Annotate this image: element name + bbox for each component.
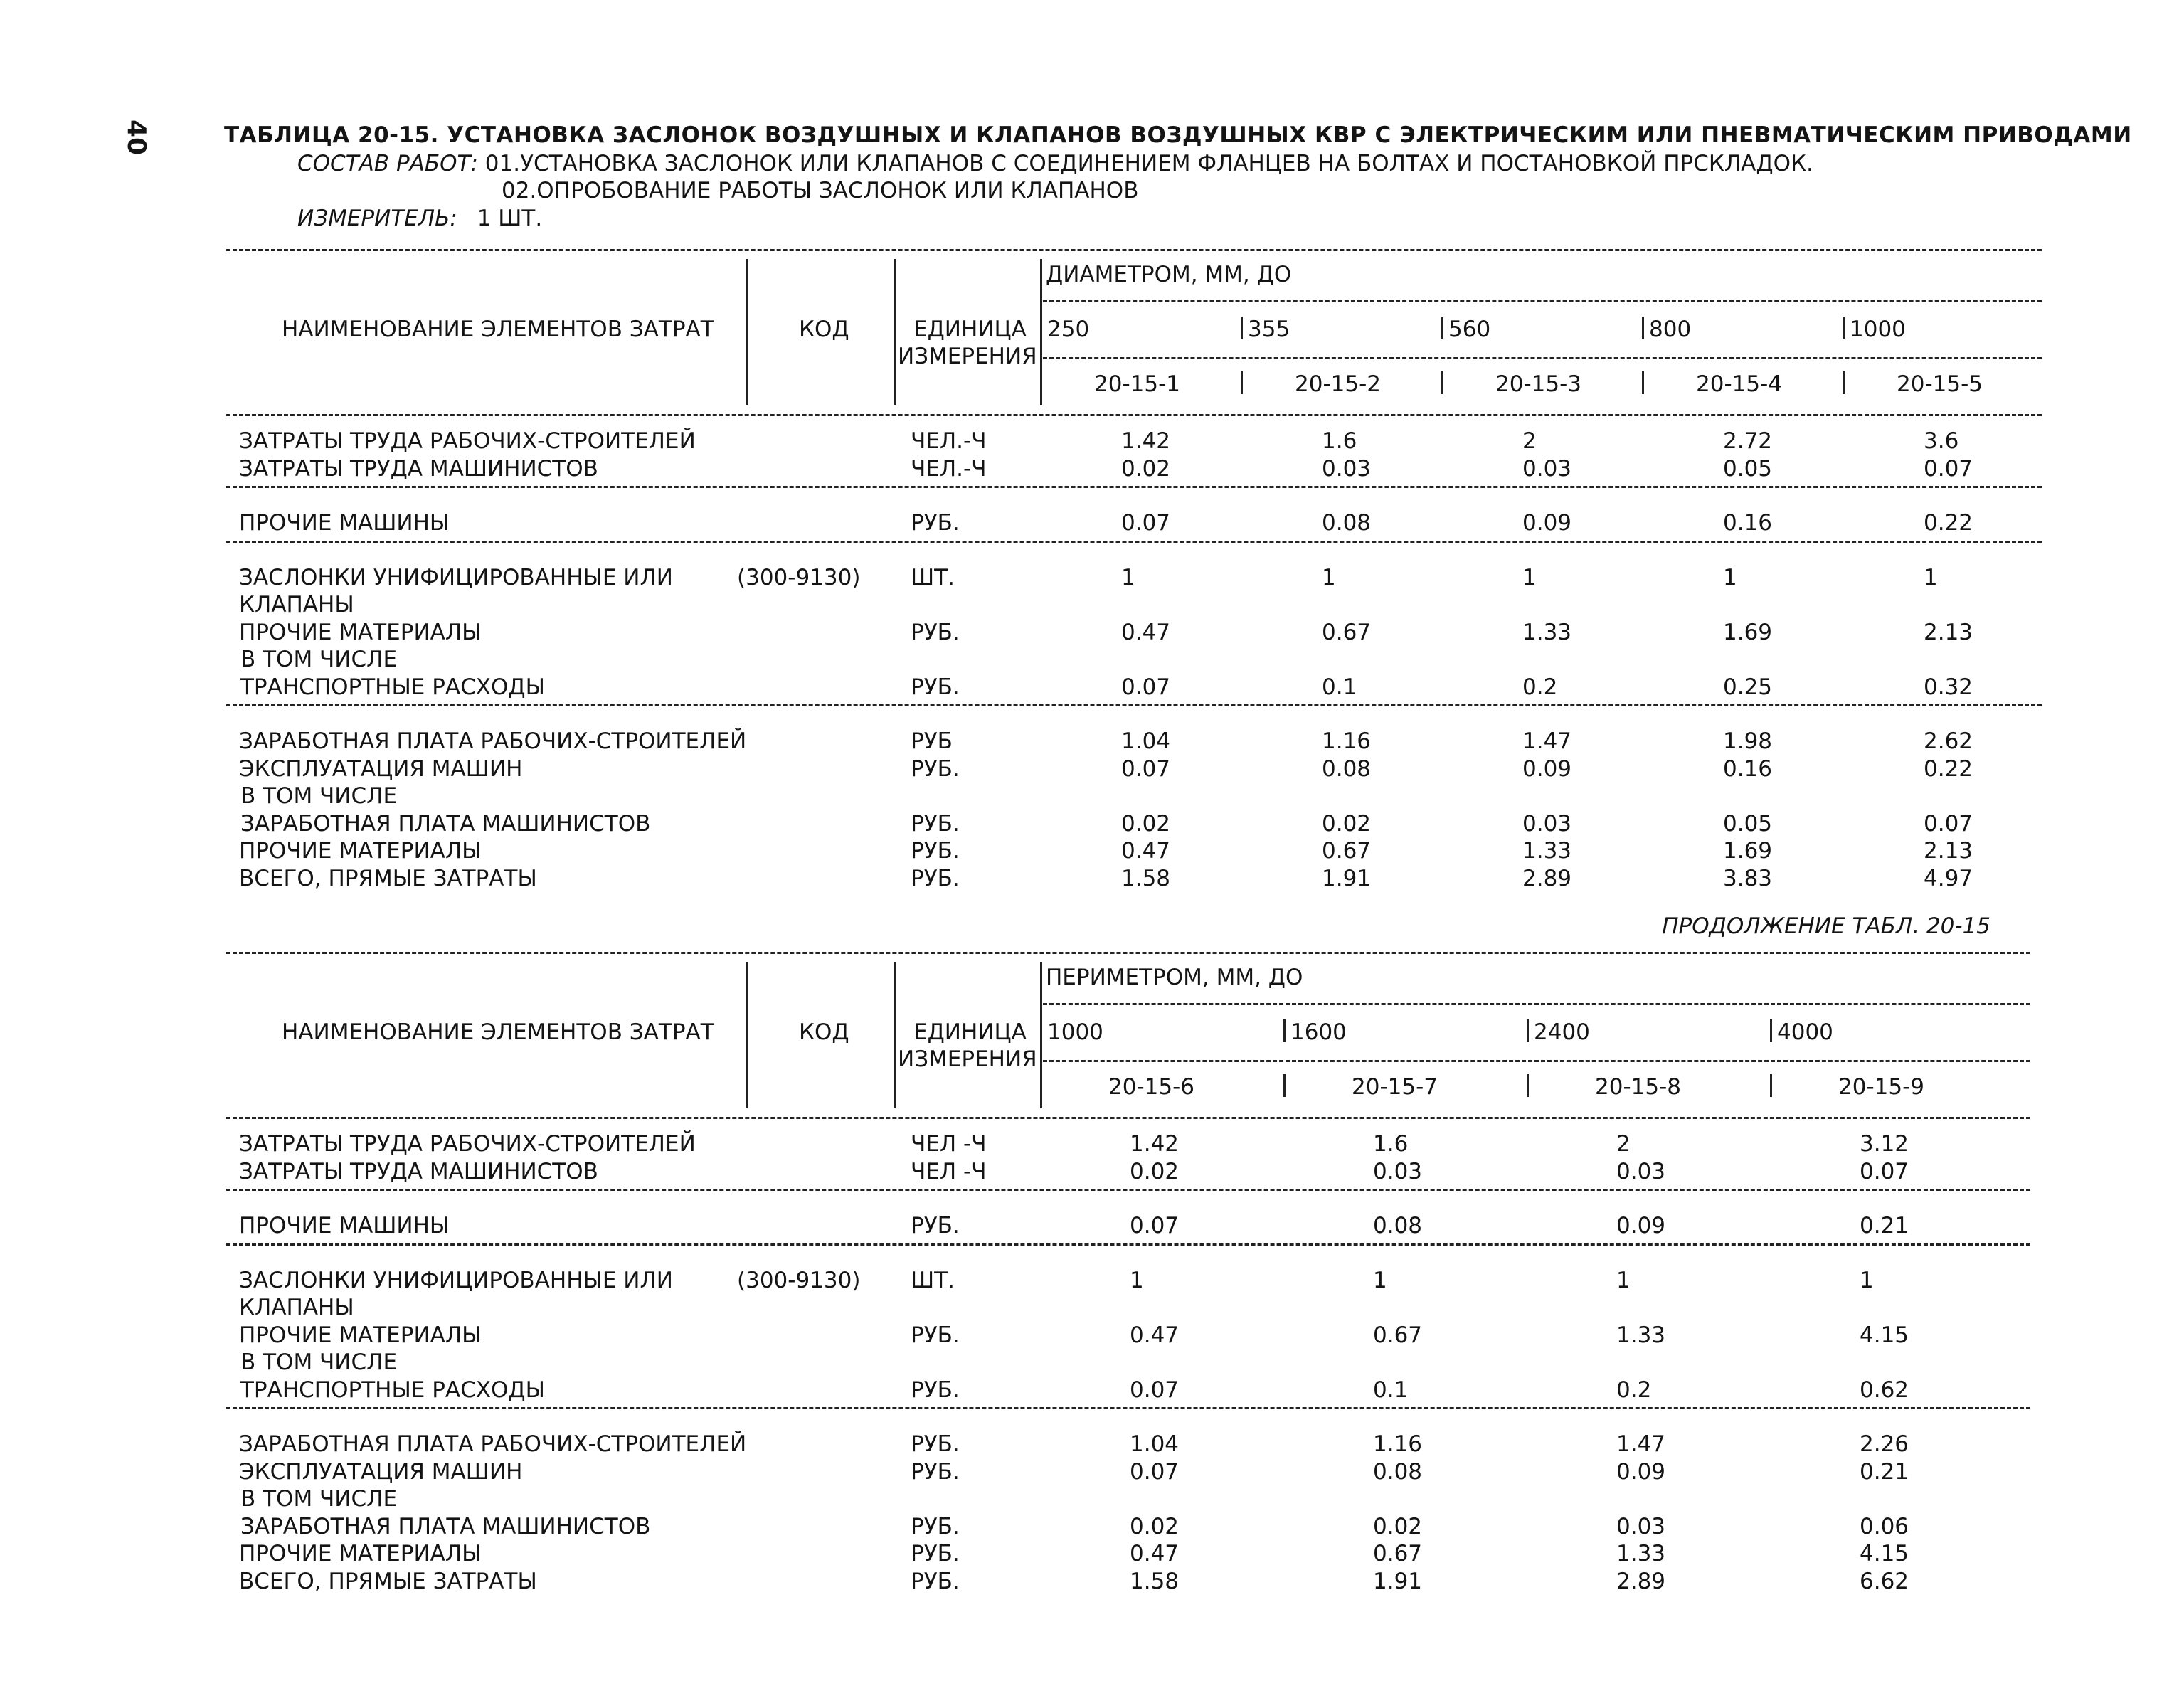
composition-item-1: 01.УСТАНОВКА ЗАСЛОНОК ИЛИ КЛАПАНОВ С СОЕДИНЕНИЕМ ФЛАНЦЕВ НА БОЛТАХ И ПОСТАНОВКОЙ ПРСКЛАДОК. (484, 151, 1813, 176)
header-column-divider (746, 259, 748, 405)
row-value: 0.09 (1616, 1458, 1666, 1485)
meter-line (297, 206, 542, 231)
code-divider (1770, 1074, 1772, 1097)
row-value: 0.02 (1130, 1513, 1180, 1539)
code-divider (1843, 371, 1845, 394)
code-divider (1441, 371, 1443, 394)
row-value: 4.15 (1860, 1322, 1909, 1348)
row-value: 0.47 (1121, 838, 1171, 864)
size-label: 1000 (1047, 1019, 1103, 1045)
row-unit: РУБ. (911, 619, 960, 645)
row-name: ПРОЧИЕ МАШИНЫ (239, 510, 450, 536)
size-divider (1241, 317, 1243, 339)
header-column-divider (894, 962, 896, 1108)
row-value: 4.97 (1924, 865, 1973, 891)
row-value: 0.05 (1723, 810, 1773, 837)
row-value: 2 (1616, 1131, 1631, 1157)
header-top-rule (226, 952, 2030, 954)
header-group: ПЕРИМЕТРОМ, ММ, ДО (1046, 965, 1303, 990)
row-value: 0.67 (1322, 619, 1372, 645)
row-value: 0.1 (1373, 1377, 1409, 1403)
size-label: 4000 (1777, 1019, 1833, 1045)
row-value: 0.08 (1322, 510, 1372, 536)
row-value: 2.13 (1924, 838, 1973, 864)
row-value: 0.09 (1522, 755, 1572, 782)
row-value: 6.62 (1860, 1568, 1909, 1594)
size-divider (1527, 1019, 1529, 1042)
row-unit: РУБ. (911, 1541, 960, 1566)
row-value: 0.02 (1322, 810, 1372, 837)
row-value: 0.02 (1373, 1513, 1423, 1539)
header-group: ДИАМЕТРОМ, ММ, ДО (1046, 262, 1292, 287)
section-rule (226, 1189, 2030, 1191)
row-value: 2.89 (1616, 1568, 1666, 1594)
row-value: 0.67 (1373, 1322, 1423, 1348)
header-unit-line-2: ИЗМЕРЕНИЯ (898, 1046, 1037, 1072)
row-value: 0.07 (1121, 674, 1171, 700)
row-value: 1 (1723, 564, 1737, 590)
row-name: ЗАТРАТЫ ТРУДА МАШИНИСТОВ (239, 455, 598, 482)
row-value: 0.22 (1924, 510, 1973, 536)
row-unit: РУБ. (911, 810, 960, 837)
row-value: 0.08 (1373, 1458, 1423, 1485)
header-column-divider (894, 259, 896, 405)
row-name: ЭКСПЛУАТАЦИЯ МАШИН (239, 755, 523, 782)
row-value: 1 (1522, 564, 1537, 590)
row-unit: РУБ. (911, 1213, 960, 1239)
row-name: ЗАРАБОТНАЯ ПЛАТА МАШИНИСТОВ (240, 1513, 651, 1539)
size-divider (1642, 317, 1644, 339)
row-value: 0.07 (1121, 510, 1171, 536)
header-name: НАИМЕНОВАНИЕ ЭЛЕМЕНТОВ ЗАТРАТ (282, 1019, 714, 1045)
row-value: 1 (1616, 1267, 1631, 1293)
row-value: 1.04 (1121, 728, 1171, 754)
row-name: ЗАРАБОТНАЯ ПЛАТА МАШИНИСТОВ (240, 810, 651, 837)
row-value: 0.02 (1121, 810, 1171, 837)
row-value: 0.21 (1860, 1458, 1909, 1485)
row-value: 1.33 (1616, 1322, 1666, 1348)
row-unit: ШТ. (911, 564, 955, 590)
size-divider (1283, 1019, 1286, 1042)
norm-code: 20-15-6 (1108, 1074, 1194, 1100)
row-name: В ТОМ ЧИСЛЕ (240, 783, 398, 809)
norm-code: 20-15-7 (1352, 1074, 1438, 1100)
row-value: 0.47 (1130, 1541, 1180, 1566)
header-unit: ЕДИНИЦА (913, 317, 1027, 342)
page-number: 40 (122, 120, 151, 156)
row-value: 0.07 (1924, 455, 1973, 482)
row-value: 0.07 (1130, 1458, 1180, 1485)
section-rule (226, 704, 2042, 706)
group-rule (1043, 1003, 2030, 1005)
row-value: 0.05 (1723, 455, 1773, 482)
section-rule (226, 486, 2042, 488)
row-value: 1.58 (1130, 1568, 1180, 1594)
composition-line-1 (297, 151, 1813, 176)
header-column-divider (1040, 962, 1042, 1108)
row-value: 2 (1522, 428, 1537, 454)
header-top-rule (226, 249, 2042, 251)
row-value: 0.67 (1322, 838, 1372, 864)
size-label: 250 (1047, 317, 1090, 342)
row-code: (300-9130) (737, 564, 861, 590)
norm-code: 20-15-4 (1696, 371, 1782, 397)
section-rule (226, 1407, 2030, 1409)
row-name: В ТОМ ЧИСЛЕ (240, 1486, 398, 1512)
norm-code: 20-15-9 (1838, 1074, 1924, 1100)
continued-label: ПРОДОЛЖЕНИЕ ТАБЛ. 20-15 (1662, 913, 1990, 939)
header-column-divider (746, 962, 748, 1108)
row-unit: РУБ. (911, 510, 960, 536)
size-label: 2400 (1534, 1019, 1590, 1045)
row-value: 3.83 (1723, 865, 1773, 891)
row-value: 0.09 (1616, 1213, 1666, 1239)
row-unit: РУБ. (911, 1458, 960, 1485)
row-unit: ЧЕЛ.-Ч (911, 428, 987, 454)
row-value: 0.08 (1373, 1213, 1423, 1239)
row-value: 0.03 (1616, 1158, 1666, 1184)
row-value: 0.25 (1723, 674, 1773, 700)
row-value: 1.98 (1723, 728, 1773, 754)
row-value: 0.08 (1322, 755, 1372, 782)
size-rule (1043, 1060, 2030, 1062)
row-value: 0.07 (1130, 1213, 1180, 1239)
row-name: ЭКСПЛУАТАЦИЯ МАШИН (239, 1458, 523, 1485)
section-rule (226, 1243, 2030, 1246)
row-value: 2.72 (1723, 428, 1773, 454)
row-name: ЗАСЛОНКИ УНИФИЦИРОВАННЫЕ ИЛИ (239, 564, 673, 590)
row-value: 1.16 (1322, 728, 1372, 754)
row-value: 0.67 (1373, 1541, 1423, 1566)
size-label: 1000 (1850, 317, 1906, 342)
row-value: 0.47 (1130, 1322, 1180, 1348)
size-label: 1600 (1290, 1019, 1347, 1045)
header-code: КОД (799, 317, 849, 342)
row-value: 1.47 (1616, 1431, 1666, 1457)
row-value: 0.1 (1322, 674, 1357, 700)
row-value: 3.6 (1924, 428, 1959, 454)
row-value: 2.13 (1924, 619, 1973, 645)
row-name: В ТОМ ЧИСЛЕ (240, 1349, 398, 1375)
row-value: 1 (1860, 1267, 1874, 1293)
row-value: 0.2 (1522, 674, 1558, 700)
header-bottom-rule (226, 414, 2042, 416)
row-name: ЗАТРАТЫ ТРУДА РАБОЧИХ-СТРОИТЕЛЕЙ (239, 1131, 696, 1157)
header-unit-line-2: ИЗМЕРЕНИЯ (898, 344, 1037, 369)
row-value: 4.15 (1860, 1541, 1909, 1566)
code-divider (1527, 1074, 1529, 1097)
row-value: 3.12 (1860, 1131, 1909, 1157)
row-unit: ШТ. (911, 1267, 955, 1293)
row-name: КЛАПАНЫ (239, 592, 354, 617)
norm-code: 20-15-8 (1595, 1074, 1681, 1100)
row-unit: РУБ. (911, 1568, 960, 1594)
row-value: 0.03 (1522, 455, 1572, 482)
row-name: КЛАПАНЫ (239, 1295, 354, 1320)
row-value: 0.03 (1373, 1158, 1423, 1184)
row-name: ЗАТРАТЫ ТРУДА РАБОЧИХ-СТРОИТЕЛЕЙ (239, 428, 696, 454)
row-value: 1.58 (1121, 865, 1171, 891)
row-value: 0.07 (1860, 1158, 1909, 1184)
row-value: 2.26 (1860, 1431, 1909, 1457)
row-value: 1.69 (1723, 838, 1773, 864)
row-value: 0.07 (1121, 755, 1171, 782)
size-divider (1770, 1019, 1772, 1042)
norm-code: 20-15-2 (1295, 371, 1381, 397)
row-unit: РУБ. (911, 838, 960, 864)
row-value: 1 (1121, 564, 1135, 590)
row-unit: РУБ. (911, 674, 960, 700)
row-value: 0.09 (1522, 510, 1572, 536)
row-unit: РУБ. (911, 1513, 960, 1539)
row-value: 1.33 (1522, 619, 1572, 645)
row-value: 1.42 (1130, 1131, 1180, 1157)
row-value: 0.03 (1616, 1513, 1666, 1539)
row-value: 0.07 (1130, 1377, 1180, 1403)
row-value: 0.22 (1924, 755, 1973, 782)
row-value: 0.62 (1860, 1377, 1909, 1403)
row-value: 0.32 (1924, 674, 1973, 700)
row-value: 0.16 (1723, 510, 1773, 536)
row-name: ЗАРАБОТНАЯ ПЛАТА РАБОЧИХ-СТРОИТЕЛЕЙ (239, 728, 747, 754)
row-value: 2.89 (1522, 865, 1572, 891)
row-value: 0.47 (1121, 619, 1171, 645)
header-code: КОД (799, 1019, 849, 1045)
row-name: ВСЕГО, ПРЯМЫЕ ЗАТРАТЫ (239, 865, 537, 891)
row-value: 2.62 (1924, 728, 1973, 754)
row-value: 0.02 (1130, 1158, 1180, 1184)
row-value: 0.21 (1860, 1213, 1909, 1239)
norm-code: 20-15-5 (1897, 371, 1983, 397)
row-value: 1.6 (1322, 428, 1357, 454)
code-divider (1642, 371, 1644, 394)
header-unit: ЕДИНИЦА (913, 1019, 1027, 1045)
row-unit: РУБ. (911, 1322, 960, 1348)
row-name: ПРОЧИЕ МАТЕРИАЛЫ (239, 1322, 482, 1348)
size-label: 800 (1649, 317, 1692, 342)
row-value: 1.6 (1373, 1131, 1409, 1157)
row-value: 1.91 (1322, 865, 1372, 891)
row-value: 1 (1373, 1267, 1387, 1293)
row-unit: РУБ. (911, 1431, 960, 1457)
row-name: ЗАТРАТЫ ТРУДА МАШИНИСТОВ (239, 1158, 598, 1184)
row-value: 1.33 (1522, 838, 1572, 864)
row-value: 1 (1924, 564, 1938, 590)
row-name: ТРАНСПОРТНЫЕ РАСХОДЫ (240, 1377, 545, 1403)
row-value: 0.16 (1723, 755, 1773, 782)
code-divider (1283, 1074, 1286, 1097)
composition-label: СОСТАВ РАБОТ: (297, 151, 478, 176)
norm-code: 20-15-3 (1495, 371, 1581, 397)
row-value: 0.07 (1924, 810, 1973, 837)
row-name: ВСЕГО, ПРЯМЫЕ ЗАТРАТЫ (239, 1568, 537, 1594)
size-divider (1843, 317, 1845, 339)
row-unit: РУБ. (911, 1377, 960, 1403)
row-unit: РУБ. (911, 865, 960, 891)
section-rule (226, 541, 2042, 543)
row-name: ЗАРАБОТНАЯ ПЛАТА РАБОЧИХ-СТРОИТЕЛЕЙ (239, 1431, 747, 1457)
row-value: 1.47 (1522, 728, 1572, 754)
row-unit: ЧЕЛ -Ч (911, 1158, 987, 1184)
row-value: 0.02 (1121, 455, 1171, 482)
size-label: 560 (1448, 317, 1491, 342)
header-name: НАИМЕНОВАНИЕ ЭЛЕМЕНТОВ ЗАТРАТ (282, 317, 714, 342)
row-value: 0.2 (1616, 1377, 1652, 1403)
row-name: ПРОЧИЕ МАШИНЫ (239, 1213, 450, 1239)
row-value: 0.03 (1522, 810, 1572, 837)
row-value: 1.33 (1616, 1541, 1666, 1566)
row-value: 1 (1130, 1267, 1144, 1293)
row-name: ТРАНСПОРТНЫЕ РАСХОДЫ (240, 674, 545, 700)
header-bottom-rule (226, 1117, 2030, 1119)
row-name: ПРОЧИЕ МАТЕРИАЛЫ (239, 1541, 482, 1566)
meter-label: ИЗМЕРИТЕЛЬ: (297, 206, 457, 231)
row-unit: ЧЕЛ -Ч (911, 1131, 987, 1157)
norm-code: 20-15-1 (1094, 371, 1180, 397)
row-unit: РУБ (911, 728, 953, 754)
row-value: 1.16 (1373, 1431, 1423, 1457)
row-value: 1.42 (1121, 428, 1171, 454)
row-code: (300-9130) (737, 1267, 861, 1293)
row-unit: ЧЕЛ.-Ч (911, 455, 987, 482)
size-divider (1441, 317, 1443, 339)
row-value: 1.91 (1373, 1568, 1423, 1594)
code-divider (1241, 371, 1243, 394)
group-rule (1043, 300, 2042, 302)
table-title: ТАБЛИЦА 20-15. УСТАНОВКА ЗАСЛОНОК ВОЗДУШНЫХ И КЛАПАНОВ ВОЗДУШНЫХ КВР С ЭЛЕКТРИЧЕСКИМ ИЛИ ПНЕВМАТИЧЕСКИМ ПРИВОДАМИ (224, 122, 2132, 148)
row-name: ЗАСЛОНКИ УНИФИЦИРОВАННЫЕ ИЛИ (239, 1267, 673, 1293)
size-label: 355 (1248, 317, 1290, 342)
row-unit: РУБ. (911, 755, 960, 782)
row-value: 0.06 (1860, 1513, 1909, 1539)
meter-value: 1 ШТ. (477, 206, 543, 231)
header-column-divider (1040, 259, 1042, 405)
row-value: 0.03 (1322, 455, 1372, 482)
row-value: 1.04 (1130, 1431, 1180, 1457)
row-name: ПРОЧИЕ МАТЕРИАЛЫ (239, 619, 482, 645)
row-value: 1 (1322, 564, 1336, 590)
row-value: 1.69 (1723, 619, 1773, 645)
row-name: ПРОЧИЕ МАТЕРИАЛЫ (239, 838, 482, 864)
composition-item-2: 02.ОПРОБОВАНИЕ РАБОТЫ ЗАСЛОНОК ИЛИ КЛАПАНОВ (502, 178, 1139, 203)
row-name: В ТОМ ЧИСЛЕ (240, 647, 398, 672)
size-rule (1043, 357, 2042, 359)
